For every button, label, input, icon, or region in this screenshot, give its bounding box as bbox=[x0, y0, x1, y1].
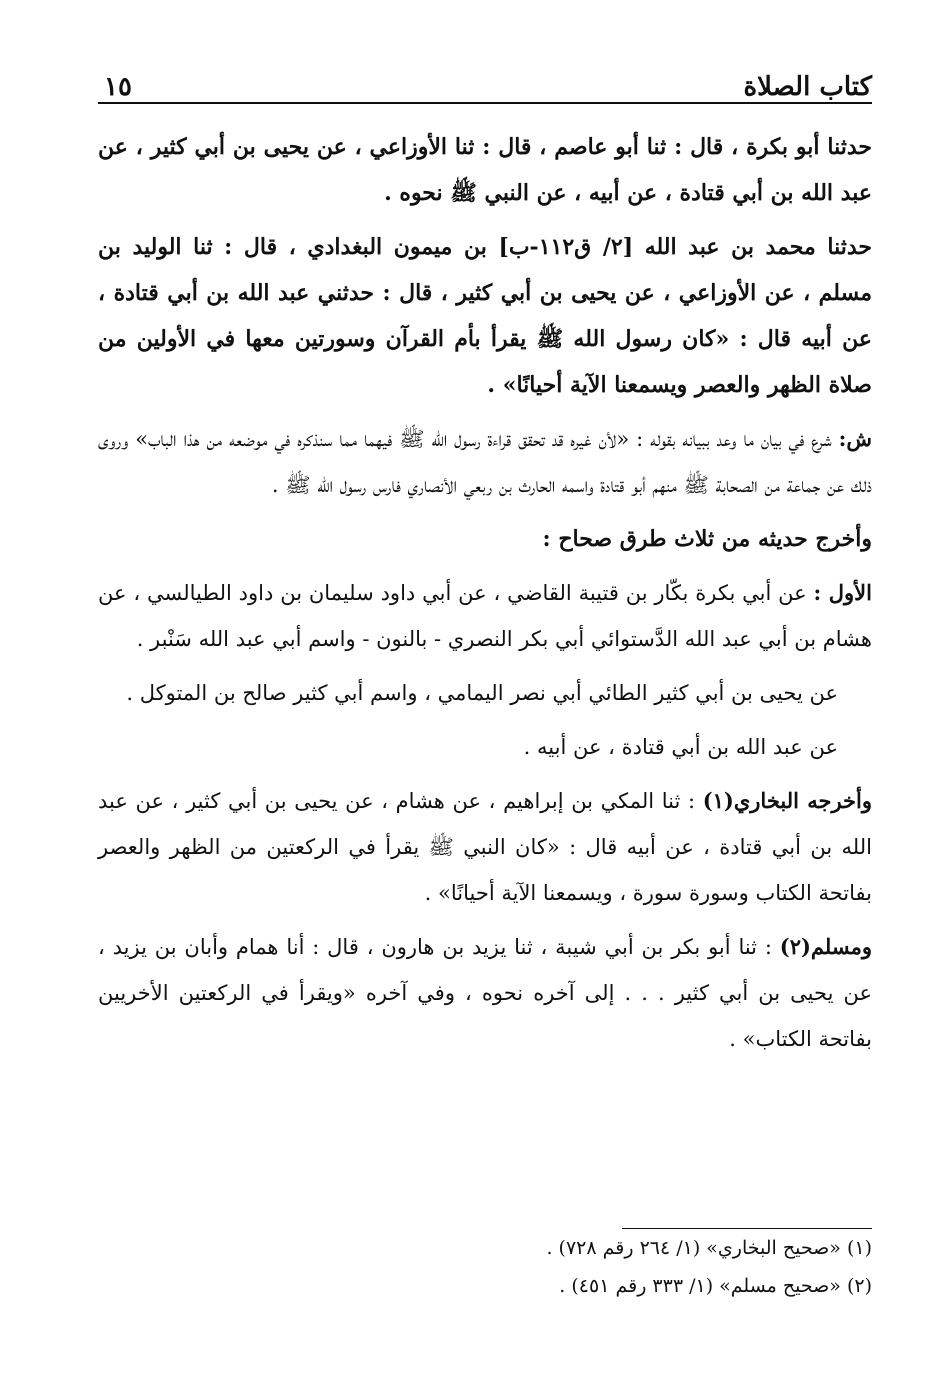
running-header bbox=[98, 50, 872, 104]
paragraph-text: عن عبد الله بن أبي قتادة ، عن أبيه . bbox=[523, 735, 838, 759]
commentary-paragraph bbox=[98, 924, 872, 1062]
body-text bbox=[98, 124, 872, 1062]
paragraph-text: حدثنا محمد بن عبد الله [٢/ ق١١٢-ب] بن ميمون البغدادي ، قال : ثنا الوليد بن مسلم ، عن الأوزاعي ، عن يحيى بن أبي كثير ، قال : حدثني عبد الله بن أبي قتادة ، عن أبيه قال : «كان رسول الله ﷺ يقرأ بأم القرآن وسورتين معها في الأولين من صلاة الظهر والعصر ويسمعنا الآية أحيانًا» . bbox=[98, 234, 873, 398]
paragraph-lead: الأول : bbox=[813, 580, 872, 605]
commentary-paragraph bbox=[98, 724, 872, 770]
footnotes bbox=[98, 1228, 872, 1305]
paragraph-text: شرع في بيان ما وعد ببيانه بقوله : «لأن غيره قد تحقق قراءة رسول الله ﷺ فيهما مما سنذكره في موضعه من هذا الباب» وروى ذلك عن جماعة من الصحابة ﷺ منهم أبو قتادة واسمه الحارث بن ربعي الأنصاري فارس رسول الله ﷺ . bbox=[98, 427, 872, 497]
paragraph-text: : ثنا أبو بكر بن أبي شيبة ، ثنا يزيد بن هارون ، قال : أنا همام وأبان بن يزيد ، عن يحيى بن أبي كثير . . . إلى آخره نحوه ، وفي آخره «ويقرأ في الركعتين الأخريين بفاتحة الكتاب» . bbox=[98, 935, 872, 1051]
paragraph-text: عن يحيى بن أبي كثير الطائي أبي نصر اليمامي ، واسم أبي كثير صالح بن المتوكل . bbox=[126, 681, 838, 705]
paragraph-lead: ومسلم(٢) bbox=[779, 934, 872, 959]
paragraph-lead: ش: bbox=[838, 426, 872, 451]
page-number: ١٥ bbox=[104, 72, 132, 102]
chapter-title: كتاب الصلاة bbox=[743, 72, 872, 102]
paragraph-text: حدثنا أبو بكرة ، قال : ثنا أبو عاصم ، قال : ثنا الأوزاعي ، عن يحيى بن أبي كثير ، عن عبد الله بن أبي قتادة ، عن أبيه ، عن النبي ﷺ نحوه . bbox=[98, 134, 872, 206]
commentary-paragraph bbox=[98, 570, 872, 662]
footnote: (١) «صحيح البخاري» (١/ ٢٦٤ رقم ٧٢٨) . bbox=[546, 1237, 872, 1259]
paragraph-lead: وأخرجه البخاري(١) bbox=[702, 788, 872, 813]
paragraph-text: : ثنا المكي بن إبراهيم ، عن هشام ، عن يحيى بن أبي كثير ، عن عبد الله بن أبي قتادة ، عن أبيه قال : «كان النبي ﷺ يقرأ في الركعتين من الظهر والعصر بفاتحة الكتاب وسورة سورة ، ويسمعنا الآية أحيانًا» . bbox=[98, 789, 872, 905]
footnote: (٢) «صحيح مسلم» (١/ ٣٣٣ رقم ٤٥١) . bbox=[559, 1275, 872, 1297]
hadith-paragraph bbox=[98, 224, 872, 408]
paragraph-text: وأخرج حديثه من ثلاث طرق صحاح : bbox=[542, 526, 872, 552]
paragraph-text: عن أبي بكرة بكّار بن قتيبة القاضي ، عن أبي داود سليمان بن داود الطيالسي ، عن هشام بن أبي عبد الله الدَّستوائي أبي بكر النصري - بالنون - واسم أبي عبد الله سَنْبر . bbox=[98, 581, 872, 651]
commentary-paragraph bbox=[98, 778, 872, 916]
hadith-paragraph bbox=[98, 124, 872, 216]
commentary-paragraph bbox=[98, 416, 872, 508]
page bbox=[98, 50, 872, 1070]
commentary-paragraph bbox=[98, 670, 872, 716]
heading-paragraph bbox=[98, 516, 872, 562]
